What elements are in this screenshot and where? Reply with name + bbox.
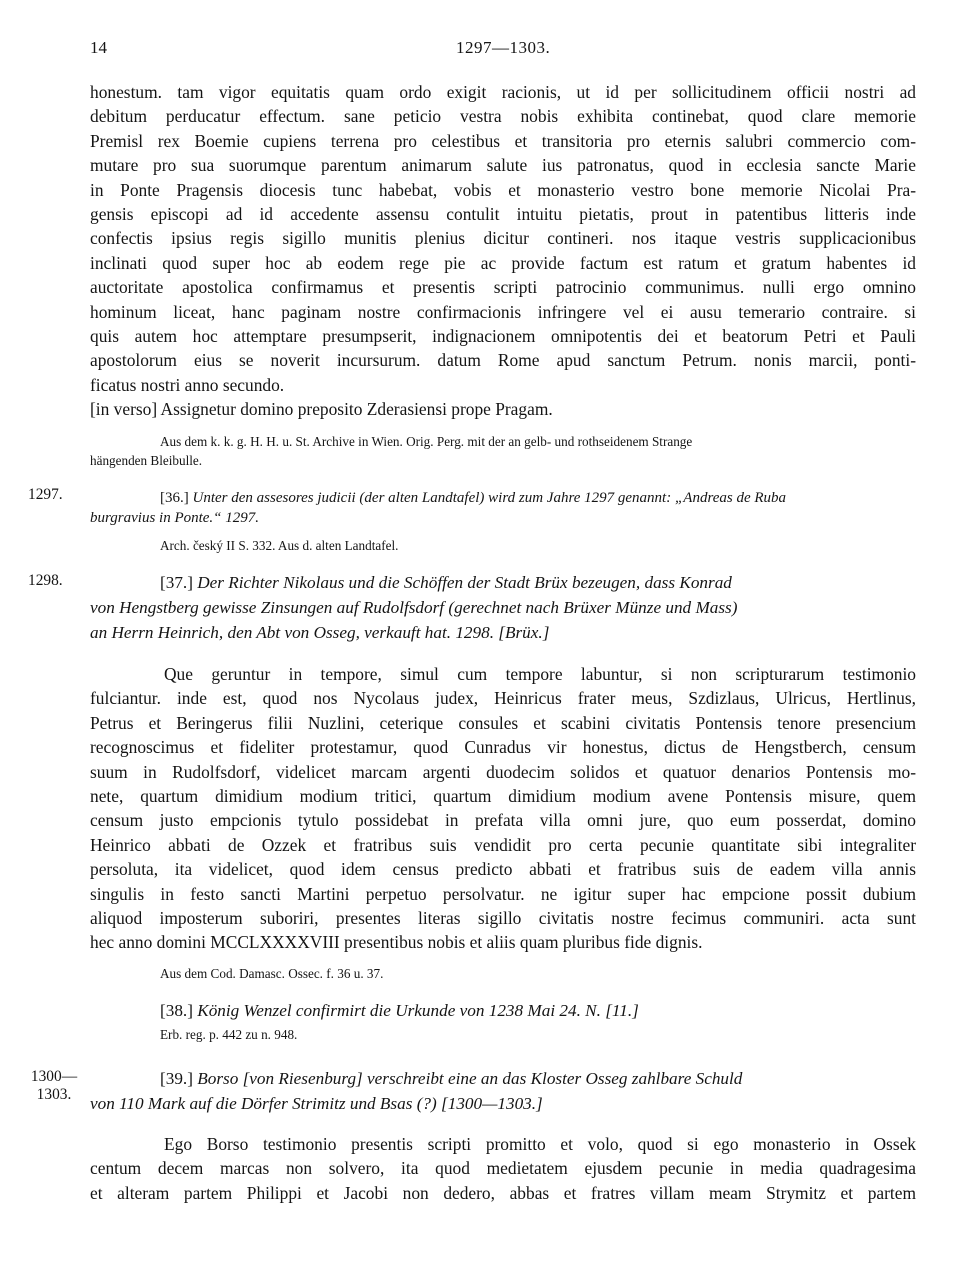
source-note: Erb. reg. p. 442 zu n. 948. [160, 1027, 298, 1042]
regest-title [90, 998, 916, 1023]
text-line: recognoscimus et fideliter protestamur, quod Cunradus vir honestus, dictus de Hengstberch, censum [90, 737, 916, 758]
regest-title [90, 570, 916, 595]
text-line: hominum liceat, hanc paginam nostre confirmacionis infringere vel ei ausu temerario contraire. si [90, 301, 916, 322]
source-note-cont: hängenden Bleibulle. [90, 453, 203, 468]
regest-title-cont: burgravius in Ponte.“ 1297. [90, 510, 260, 526]
text-line: Que geruntur in tempore, simul cum tempore labuntur, si non scripturarum testimonio [164, 664, 916, 684]
text-line: nete, quartum dimidium modium tritici, quartum dimidium modium avene Pontensis misure, quem [90, 786, 916, 807]
page-header [0, 38, 960, 62]
text-line: apostolorum eius se noverit incursurum. datum Rome apud sanctum Petrum. nonis marcii, ponti- [90, 350, 916, 371]
regest-title-cont: an Herrn Heinrich, den Abt von Osseg, verkauft hat. 1298. [Brüx.] [90, 623, 550, 642]
regest-text: Der Richter Nikolaus und die Schöffen der Stadt Brüx bezeugen, dass Konrad [197, 573, 732, 592]
text-line: et alteram partem Philippi et Jacobi non dedero, abbas et fratres villam meam Strymitz et partem [90, 1182, 916, 1203]
text-line: fulciantur. inde est, quod nos Nycolaus judex, Heinricus frater meus, Szdizlaus, Ulricus, Hertlinus, [90, 688, 916, 709]
text-line: suum in Rudolfsdorf, videlicet marcam argenti duodecim solidos et quatuor denarios Pontensis mo- [90, 761, 916, 782]
source-note: Aus dem Cod. Damasc. Ossec. f. 36 u. 37. [160, 966, 384, 981]
text-line: Petrus et Beringerus filii Nuzlini, ceterique consules et scabini civitatis Pontensis tenore presencium [90, 712, 916, 733]
doc39-entry [90, 1066, 916, 1116]
text-line: inclinati quod super hoc ab eodem rege pie ac provide factum est ratum et gratum habentes id [90, 252, 916, 273]
doc36-entry [90, 488, 916, 555]
text-line: confectis ipsius regis sigillo munitis plenius dicitur contineri. nos itaque vestris supplicacionibus [90, 228, 916, 249]
regest-title [90, 1066, 916, 1091]
regest-text: Unter den assesores judicii (der alten Landtafel) wird zum Jahre 1297 genannt: „Andreas de Ruba [192, 490, 787, 506]
source-note: Aus dem k. k. g. H. H. u. St. Archive in Wien. Orig. Perg. mit der an gelb- und rothseidenem Strange [160, 434, 693, 449]
doc38-entry [90, 998, 916, 1044]
source-note: Arch. český II S. 332. Aus d. alten Landtafel. [160, 538, 399, 553]
text-line: auctoritate apostolica confirmamus et presentis scripti patrocinio communimus. nulli ergo omnino [90, 277, 916, 298]
verso-note: [in verso] Assignetur domino preposito Zderasiensi prope Pragam. [90, 399, 553, 420]
regest-title-cont: von 110 Mark auf die Dörfer Strimitz und Bsas (?) [1300—1303.] [90, 1094, 543, 1113]
margin-date-line: 1300— [30, 1068, 78, 1085]
regest-text: Borso [von Riesenburg] verschreibt eine an das Kloster Osseg zahlbare Schuld [197, 1069, 743, 1088]
regest-title [90, 488, 916, 508]
text-line: singulis in festo sancti Martini perpetuo persolvatur. ne igitur super hac empcione possit dubium [90, 883, 916, 904]
text-line: gensis episcopi ad id accedente assensu contulit intuitu pietatis, prout in patentibus litteris inde [90, 204, 916, 225]
text-line: Premisl rex Boemie cupiens terrena pro celestibus et transitoria pro eternis salubri commercio com- [90, 130, 916, 151]
text-line: quis autem hoc attemptare presumpserit, indignacionem omnipotentis dei et beatorum Petri et Pauli [90, 326, 916, 347]
doc-number: [39.] [160, 1069, 193, 1088]
regest-title-cont: von Hengstberg gewisse Zinsungen auf Rudolfsdorf (gerechnet nach Brüxer Münze und Mass) [90, 598, 738, 617]
text-line: Heinrico abbati de Ozzek et fratribus suis vendidit pro certa pecunie quantitate sibi integraliter [90, 834, 916, 855]
page-number: 14 [90, 38, 107, 57]
margin-date: 1298. [28, 572, 63, 589]
text-line: in Ponte Pragensis diocesis tunc habebat, vobis et monasterio vestro bone memorie Nicolai Pra- [90, 179, 916, 200]
text-line: persoluta, ita videlicet, quod idem census predicto abbati et fratribus suis de eadem villa annis [90, 859, 916, 880]
text-line: centum decem marcas non solvero, ita quod medietatem ejusdem pecunie in media quadragesima [90, 1158, 916, 1179]
margin-date [28, 1068, 80, 1104]
text-line: debitum perducatur effectum. sane peticio vestra nobis exhibita continebat, quod clare memorie [90, 106, 916, 127]
doc39-body [90, 1132, 916, 1205]
doc37-source [90, 964, 916, 983]
doc37-body [90, 662, 916, 955]
text-line: aliquod imposterum suboriri, presentes literas sigillo civitatis nostre fecimus communiri. acta sunt [90, 908, 916, 929]
doc35-source [90, 432, 916, 470]
text-line: hec anno domini MCCLXXXXVIII presentibus nobis et aliis quam pluribus fide dignis. [90, 932, 703, 953]
doc-number: [36.] [160, 490, 189, 506]
text-line: ficatus nostri anno secundo. [90, 374, 285, 395]
page-years: 1297—1303. [456, 38, 551, 57]
text-line: censum justo empcionis tytulo possidebat in prefata villa omni jure, quo eum posserdat, domino [90, 810, 916, 831]
margin-date-line: 1303. [36, 1086, 72, 1103]
regest-text: König Wenzel confirmirt die Urkunde von 1238 Mai 24. N. [11.] [197, 1001, 639, 1020]
doc-number: [38.] [160, 1001, 193, 1020]
text-line: mutare pro sua suorumque parentum animarum salute ius patronatus, quod in ecclesia sancte Marie [90, 155, 916, 176]
text-line: Ego Borso testimonio presentis scripti promitto et volo, quod si ego monasterio in Ossek [164, 1134, 916, 1154]
text-line: honestum. tam vigor equitatis quam ordo exigit racionis, ut id per sollicitudinem officii nostri ad [90, 82, 916, 102]
doc35-body [90, 80, 916, 422]
doc-number: [37.] [160, 573, 193, 592]
doc37-entry [90, 570, 916, 645]
margin-date: 1297. [28, 486, 63, 503]
